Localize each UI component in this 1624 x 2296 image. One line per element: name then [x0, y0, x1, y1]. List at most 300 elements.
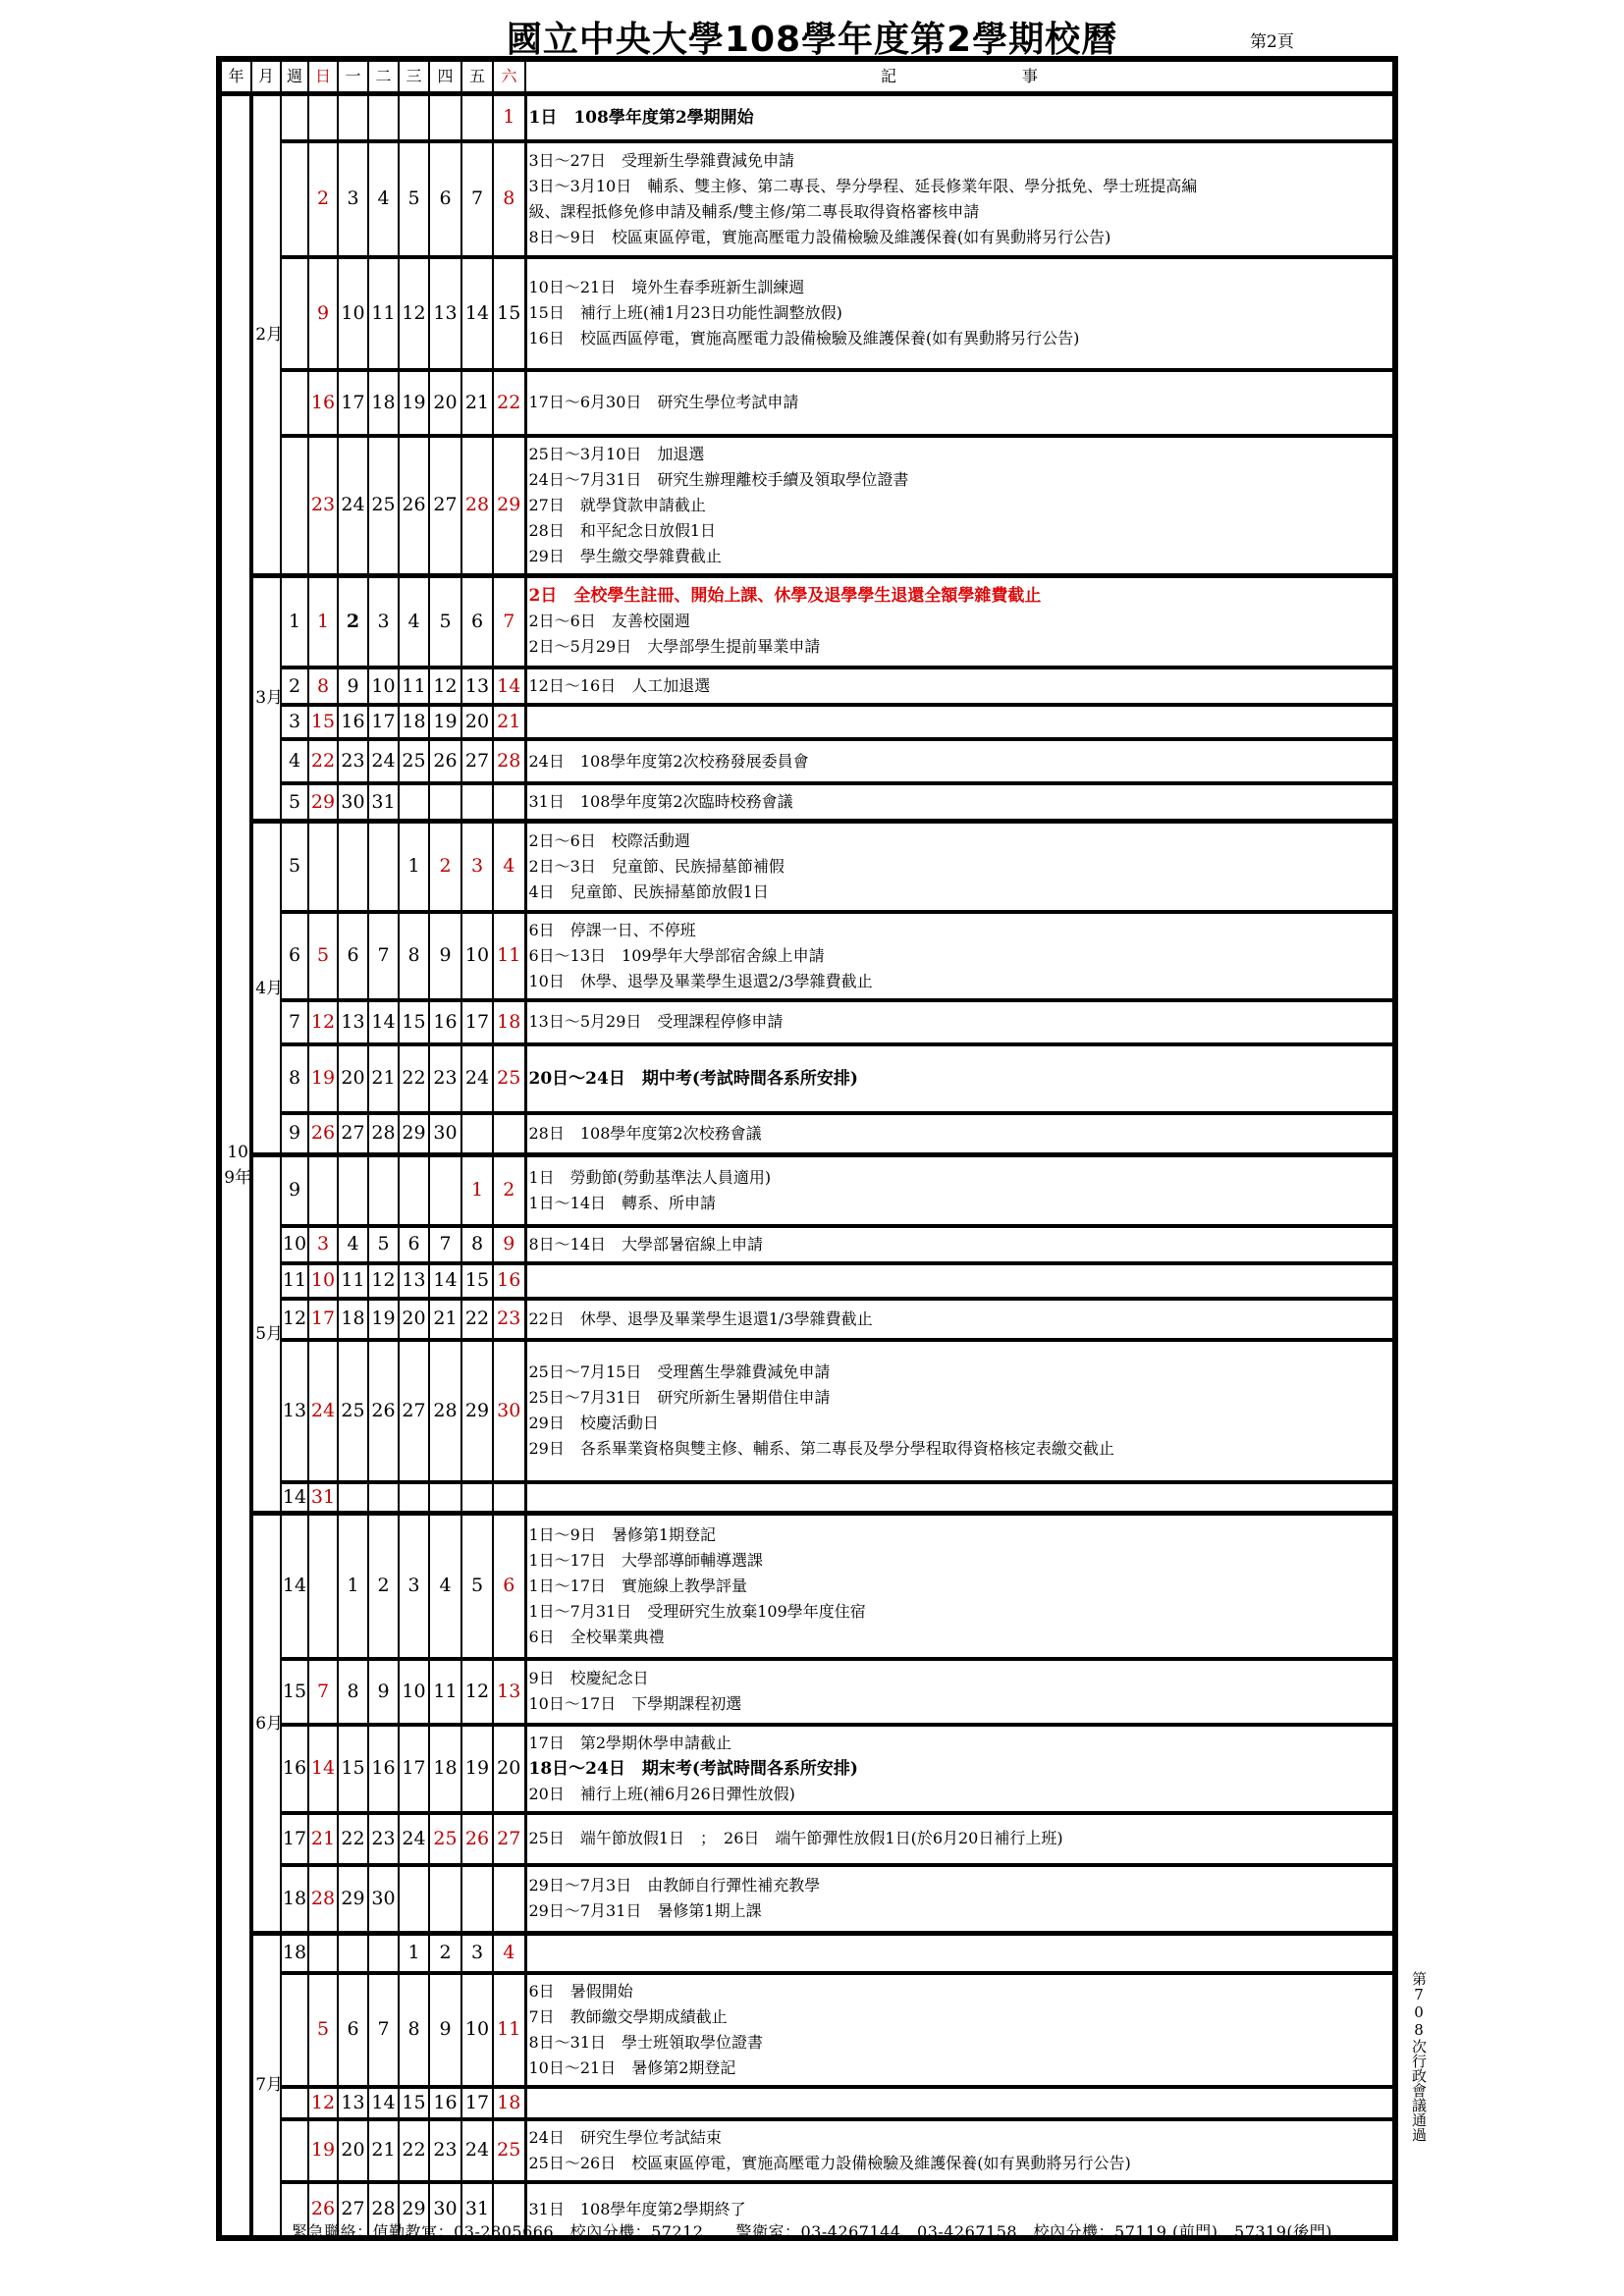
- event-item: 24日 研究生學位考試結束: [528, 2127, 722, 2147]
- event-item: 29日～7月31日 暑修第1期上課: [528, 1901, 762, 1921]
- event-item: 7日 教師繳交學期成績截止: [528, 2006, 728, 2026]
- day-cell: [493, 1113, 525, 1155]
- day-cell: 1: [461, 1155, 493, 1226]
- week-number: 18: [281, 1934, 308, 1973]
- week-number: [281, 257, 308, 370]
- day-cell: 8: [493, 141, 525, 257]
- events-cell: [525, 1044, 1395, 1113]
- day-cell: 21: [493, 705, 525, 739]
- day-cell: 20: [493, 1725, 525, 1813]
- day-cell: 12: [308, 2087, 338, 2119]
- day-cell: 15: [461, 1263, 493, 1299]
- events-cell: [525, 1299, 1395, 1340]
- day-cell: 25: [368, 436, 399, 576]
- week-row: [219, 667, 1395, 705]
- day-cell: 10: [399, 1659, 429, 1725]
- day-cell: [338, 822, 368, 912]
- day-cell: 8: [399, 912, 429, 1000]
- day-cell: 27: [338, 1113, 368, 1155]
- day-cell: 14: [493, 667, 525, 705]
- approval-note: 第708次行政會議通過: [1410, 1971, 1428, 2142]
- day-cell: 24: [399, 1813, 429, 1865]
- day-cell: 29: [338, 1865, 368, 1934]
- events-cell: [525, 705, 1395, 739]
- day-cell: 26: [308, 2182, 338, 2238]
- event-item: 9日 校慶紀念日: [528, 1669, 649, 1687]
- day-cell: 22: [338, 1813, 368, 1865]
- day-cell: 21: [429, 1299, 461, 1340]
- day-cell: 19: [429, 705, 461, 739]
- day-cell: 19: [461, 1725, 493, 1813]
- day-cell: 27: [399, 1340, 429, 1482]
- day-cell: [368, 94, 399, 141]
- event-item: 1日 勞動節(勞動基準法人員適用): [528, 1167, 772, 1187]
- event-item: 15日 補行上班(補1月23日功能性調整放假): [528, 303, 842, 322]
- day-cell: 22: [399, 2119, 429, 2182]
- week-number: 7: [281, 1000, 308, 1044]
- day-cell: 6: [461, 575, 493, 667]
- day-cell: 5: [368, 1226, 399, 1263]
- header-month: 月: [251, 59, 281, 94]
- day-cell: 1: [399, 1934, 429, 1973]
- day-cell: 4: [493, 822, 525, 912]
- day-cell: 3: [368, 575, 399, 667]
- day-cell: [429, 1482, 461, 1514]
- header-week: 週: [281, 59, 308, 94]
- events-cell: [525, 1973, 1395, 2087]
- event-item: 1日～17日 大學部導師輔導選課: [528, 1550, 764, 1570]
- day-cell: 4: [493, 1934, 525, 1973]
- day-cell: 20: [338, 2119, 368, 2182]
- calendar-table: [216, 56, 1398, 2241]
- day-cell: 17: [368, 705, 399, 739]
- events-cell: [525, 1226, 1395, 1263]
- day-cell: 3: [461, 822, 493, 912]
- day-cell: 21: [461, 370, 493, 436]
- day-cell: 26: [399, 436, 429, 576]
- day-cell: 2: [493, 1155, 525, 1226]
- day-cell: [308, 1514, 338, 1659]
- day-cell: 2: [429, 822, 461, 912]
- event-item: 18日～24日 期末考(考試時間各系所安排): [528, 1758, 858, 1779]
- events-cell: [525, 1113, 1395, 1155]
- day-cell: 13: [338, 2087, 368, 2119]
- week-number: [281, 2119, 308, 2182]
- day-cell: 17: [399, 1725, 429, 1813]
- event-item: 1日～17日 實施線上教學評量: [528, 1575, 748, 1595]
- day-cell: [308, 94, 338, 141]
- week-row: [219, 1865, 1395, 1934]
- month-cell: [251, 1155, 284, 1514]
- emergency-contact-footer: 緊急聯絡：值勤教官：03-2805666，校內分機：57212 ，警衛室：03-4267144、03-4267158，校內分機：57119 (前門)、57319(後門): [292, 2222, 1332, 2241]
- day-cell: 5: [308, 1973, 338, 2087]
- day-cell: 12: [461, 1659, 493, 1725]
- day-cell: 10: [461, 912, 493, 1000]
- month-cell: [251, 1514, 284, 1934]
- day-cell: [461, 783, 493, 822]
- day-cell: 17: [308, 1299, 338, 1340]
- week-number: 16: [281, 1725, 308, 1813]
- day-cell: 15: [338, 1725, 368, 1813]
- event-item: 24日 108學年度第2次校務發展委員會: [528, 751, 809, 771]
- day-cell: 24: [338, 436, 368, 576]
- month-cell: [251, 1934, 284, 2238]
- day-cell: 11: [429, 1659, 461, 1725]
- day-cell: 3: [461, 1934, 493, 1973]
- header-thu: 四: [429, 59, 461, 94]
- event-item: 25日～7月31日 研究所新生暑期借住申請: [528, 1388, 831, 1407]
- event-item: 28日 和平紀念日放假1日: [528, 520, 717, 540]
- event-item: 1日 108學年度第2學期開始: [528, 107, 754, 128]
- day-cell: 12: [308, 1000, 338, 1044]
- day-cell: 2: [429, 1934, 461, 1973]
- day-cell: 23: [368, 1813, 399, 1865]
- day-cell: [429, 94, 461, 141]
- events-cell: [525, 912, 1395, 1000]
- week-number: 4: [281, 739, 308, 783]
- day-cell: 6: [399, 1226, 429, 1263]
- events-cell: [525, 1340, 1395, 1482]
- events-cell: [525, 783, 1395, 822]
- week-number: 6: [281, 912, 308, 1000]
- events-cell: [525, 141, 1395, 257]
- day-cell: 5: [399, 141, 429, 257]
- event-item: 25日～26日 校區東區停電，實施高壓電力設備檢驗及維護保養(如有異動將另行公告): [528, 2153, 1131, 2172]
- header-tue: 二: [368, 59, 399, 94]
- event-item: 25日～3月10日 加退選: [528, 444, 705, 463]
- day-cell: 13: [493, 1659, 525, 1725]
- event-item: 16日 校區西區停電，實施高壓電力設備檢驗及維護保養(如有異動將另行公告): [528, 329, 1080, 347]
- week-row: [219, 1813, 1395, 1865]
- day-cell: 11: [338, 1263, 368, 1299]
- week-number: 12: [281, 1299, 308, 1340]
- events-cell: [525, 1514, 1395, 1659]
- day-cell: 29: [399, 2182, 429, 2238]
- event-item: 級、課程抵修免修申請及輔系/雙主修/第二專長取得資格審核申請: [528, 201, 980, 221]
- day-cell: 6: [338, 912, 368, 1000]
- week-row: [219, 1113, 1395, 1155]
- day-cell: 1: [399, 822, 429, 912]
- event-item: 29日 校慶活動日: [528, 1414, 659, 1432]
- day-cell: [429, 1155, 461, 1226]
- events-cell: [525, 436, 1395, 576]
- event-item: 25日～7月15日 受理舊生學雜費減免申請: [528, 1362, 831, 1381]
- day-cell: [493, 1865, 525, 1934]
- day-cell: 7: [368, 1973, 399, 2087]
- day-cell: 19: [308, 1044, 338, 1113]
- day-cell: [461, 1113, 493, 1155]
- day-cell: 4: [429, 1514, 461, 1659]
- day-cell: 14: [368, 1000, 399, 1044]
- event-item: 12日～16日 人工加退選: [528, 676, 711, 695]
- day-cell: 31: [461, 2182, 493, 2238]
- week-number: 9: [281, 1155, 308, 1226]
- event-item: 6日 暑假開始: [528, 1981, 633, 2001]
- day-cell: 16: [368, 1725, 399, 1813]
- day-cell: 18: [493, 2087, 525, 2119]
- day-cell: [368, 1934, 399, 1973]
- day-cell: [429, 783, 461, 822]
- day-cell: 17: [461, 1000, 493, 1044]
- day-cell: 28: [368, 1113, 399, 1155]
- week-number: 10: [281, 1226, 308, 1263]
- day-cell: 3: [308, 1226, 338, 1263]
- week-row: [219, 370, 1395, 436]
- event-item: 2日～6日 友善校園週: [528, 612, 690, 631]
- week-row: [219, 1263, 1395, 1299]
- event-item: 20日 補行上班(補6月26日彈性放假): [528, 1784, 795, 1803]
- day-cell: [308, 1155, 338, 1226]
- week-row: [219, 1044, 1395, 1113]
- day-cell: 30: [493, 1340, 525, 1482]
- day-cell: 23: [429, 2119, 461, 2182]
- event-item: 10日～21日 暑修第2期登記: [528, 2057, 736, 2077]
- event-item: 22日 休學、退學及畢業學生退還1/3學雜費截止: [528, 1308, 873, 1328]
- page-number: 第2頁: [1250, 32, 1294, 52]
- month-label: 3月: [255, 688, 284, 709]
- week-row: [219, 575, 1395, 667]
- event-item: 17日～6月30日 研究生學位考試申請: [528, 393, 799, 411]
- month-label: 5月: [255, 1324, 284, 1344]
- event-item: 31日 108學年度第2次臨時校務會議: [528, 792, 793, 811]
- events-cell: [525, 1263, 1395, 1299]
- week-row: [219, 1934, 1395, 1973]
- event-item: 8日～14日 大學部暑宿線上申請: [528, 1234, 764, 1254]
- events-cell: [525, 575, 1395, 667]
- day-cell: 16: [429, 1000, 461, 1044]
- day-cell: 11: [399, 667, 429, 705]
- week-row: [219, 739, 1395, 783]
- event-item: 13日～5月29日 受理課程停修申請: [528, 1012, 784, 1031]
- day-cell: 21: [368, 2119, 399, 2182]
- events-cell: [525, 1659, 1395, 1725]
- event-item: 2日～5月29日 大學部學生提前畢業申請: [528, 637, 821, 657]
- week-row: [219, 822, 1395, 912]
- day-cell: 8: [338, 1659, 368, 1725]
- day-cell: 12: [399, 257, 429, 370]
- day-cell: [461, 94, 493, 141]
- day-cell: 22: [461, 1299, 493, 1340]
- week-row: [219, 1482, 1395, 1514]
- day-cell: [399, 1155, 429, 1226]
- day-cell: 5: [461, 1514, 493, 1659]
- day-cell: 29: [308, 783, 338, 822]
- day-cell: [399, 783, 429, 822]
- day-cell: 19: [308, 2119, 338, 2182]
- week-number: 8: [281, 1044, 308, 1113]
- day-cell: 2: [338, 575, 368, 667]
- day-cell: 3: [338, 141, 368, 257]
- day-cell: [493, 1482, 525, 1514]
- event-item: 27日 就學貸款申請截止: [528, 495, 706, 514]
- day-cell: 18: [368, 370, 399, 436]
- events-cell: [525, 1725, 1395, 1813]
- day-cell: 11: [493, 912, 525, 1000]
- day-cell: 16: [493, 1263, 525, 1299]
- event-item: 29日 學生繳交學雜費截止: [528, 546, 722, 565]
- day-cell: 20: [399, 1299, 429, 1340]
- events-cell: [525, 370, 1395, 436]
- week-row: [219, 1659, 1395, 1725]
- day-cell: 25: [429, 1813, 461, 1865]
- event-item: 29日 各系畢業資格與雙主修、輔系、第二專長及學分學程取得資格核定表繳交截止: [528, 1439, 1114, 1458]
- day-cell: 25: [493, 1044, 525, 1113]
- day-cell: 9: [493, 1226, 525, 1263]
- day-cell: 13: [399, 1263, 429, 1299]
- events-cell: [525, 2119, 1395, 2182]
- week-row: [219, 912, 1395, 1000]
- events-cell: [525, 739, 1395, 783]
- year-label: 109年: [224, 1143, 252, 1189]
- day-cell: 15: [399, 2087, 429, 2119]
- page-title: 國立中央大學108學年度第2學期校曆: [506, 20, 1118, 60]
- week-row: [219, 257, 1395, 370]
- month-cell: [251, 94, 284, 576]
- event-item: 2日～6日 校際活動週: [528, 830, 690, 850]
- week-number: 17: [281, 1813, 308, 1865]
- day-cell: 19: [368, 1299, 399, 1340]
- week-row: [219, 1000, 1395, 1044]
- week-number: 11: [281, 1263, 308, 1299]
- day-cell: 22: [399, 1044, 429, 1113]
- day-cell: 23: [338, 739, 368, 783]
- day-cell: 1: [308, 575, 338, 667]
- month-cell: [251, 575, 284, 822]
- day-cell: 18: [338, 1299, 368, 1340]
- day-cell: 14: [429, 1263, 461, 1299]
- event-item: 3日～27日 受理新生學雜費減免申請: [528, 150, 795, 170]
- day-cell: 9: [338, 667, 368, 705]
- day-cell: 10: [461, 1973, 493, 2087]
- day-cell: 9: [429, 912, 461, 1000]
- day-cell: 25: [493, 2119, 525, 2182]
- day-cell: 18: [429, 1725, 461, 1813]
- day-cell: 9: [308, 257, 338, 370]
- day-cell: 6: [493, 1514, 525, 1659]
- day-cell: 13: [429, 257, 461, 370]
- week-number: 9: [281, 1113, 308, 1155]
- event-item: 10日～17日 下學期課程初選: [528, 1694, 742, 1713]
- events-cell: [525, 1155, 1395, 1226]
- day-cell: 24: [368, 739, 399, 783]
- day-cell: 30: [338, 783, 368, 822]
- week-number: 2: [281, 667, 308, 705]
- header-sat: 六: [493, 59, 525, 94]
- day-cell: 7: [461, 141, 493, 257]
- day-cell: 28: [493, 739, 525, 783]
- day-cell: 13: [338, 1000, 368, 1044]
- week-number: 18: [281, 1865, 308, 1934]
- day-cell: 18: [493, 1000, 525, 1044]
- day-cell: 28: [461, 436, 493, 576]
- week-number: 1: [281, 575, 308, 667]
- header-wed: 三: [399, 59, 429, 94]
- event-item: 28日 108學年度第2次校務會議: [528, 1123, 762, 1143]
- day-cell: 17: [338, 370, 368, 436]
- header-fri: 五: [461, 59, 493, 94]
- day-cell: 16: [308, 370, 338, 436]
- day-cell: 27: [338, 2182, 368, 2238]
- event-item: 2日～3日 兒童節、民族掃墓節補假: [528, 856, 785, 876]
- day-cell: 23: [493, 1299, 525, 1340]
- day-cell: 1: [338, 1514, 368, 1659]
- header-sun: 日: [308, 59, 338, 94]
- day-cell: [338, 1482, 368, 1514]
- week-number: 3: [281, 705, 308, 739]
- day-cell: 20: [461, 705, 493, 739]
- day-cell: 7: [368, 912, 399, 1000]
- day-cell: 23: [308, 436, 338, 576]
- month-label: 4月: [255, 978, 284, 998]
- week-number: [281, 141, 308, 257]
- events-cell: [525, 1865, 1395, 1934]
- day-cell: [429, 1865, 461, 1934]
- day-cell: [368, 822, 399, 912]
- week-row: [219, 1155, 1395, 1226]
- week-row: [219, 783, 1395, 822]
- day-cell: 10: [338, 257, 368, 370]
- events-cell: [525, 1482, 1395, 1514]
- day-cell: [308, 1934, 338, 1973]
- day-cell: 25: [399, 739, 429, 783]
- day-cell: 21: [308, 1813, 338, 1865]
- event-item: 1日～7月31日 受理研究生放棄109學年度住宿: [528, 1601, 866, 1621]
- day-cell: 27: [429, 436, 461, 576]
- day-cell: 4: [338, 1226, 368, 1263]
- month-label: 2月: [255, 324, 284, 345]
- event-item: 1日～9日 暑修第1期登記: [528, 1524, 717, 1544]
- day-cell: 10: [308, 1263, 338, 1299]
- day-cell: 20: [429, 370, 461, 436]
- day-cell: [493, 783, 525, 822]
- events-cell: [525, 1813, 1395, 1865]
- event-item: 6日 停課一日、不停班: [528, 920, 696, 939]
- day-cell: 6: [338, 1973, 368, 2087]
- header-year: 年: [219, 59, 251, 94]
- month-label: 7月: [255, 2075, 284, 2096]
- week-row: [219, 1340, 1395, 1482]
- day-cell: 6: [429, 141, 461, 257]
- event-item: 6日～13日 109學年大學部宿舍線上申請: [528, 945, 825, 965]
- day-cell: 17: [461, 2087, 493, 2119]
- month-cell: [251, 822, 284, 1155]
- event-item: 20日～24日 期中考(考試時間各系所安排): [528, 1068, 858, 1089]
- day-cell: 15: [399, 1000, 429, 1044]
- week-number: 5: [281, 783, 308, 822]
- events-cell: [525, 94, 1395, 141]
- day-cell: [338, 1934, 368, 1973]
- day-cell: 30: [429, 2182, 461, 2238]
- header-mon: 一: [338, 59, 368, 94]
- day-cell: 29: [493, 436, 525, 576]
- week-row: [219, 705, 1395, 739]
- day-cell: 28: [308, 1865, 338, 1934]
- day-cell: 12: [429, 667, 461, 705]
- events-cell: [525, 2087, 1395, 2119]
- week-row: [219, 1226, 1395, 1263]
- day-cell: [399, 1865, 429, 1934]
- event-item: 25日 端午節放假1日 ； 26日 端午節彈性放假1日(於6月20日補行上班): [528, 1829, 1063, 1847]
- day-cell: 8: [399, 1973, 429, 2087]
- day-cell: 3: [399, 1514, 429, 1659]
- day-cell: [338, 94, 368, 141]
- day-cell: 26: [368, 1340, 399, 1482]
- day-cell: [368, 1482, 399, 1514]
- week-number: 13: [281, 1340, 308, 1482]
- events-cell: [525, 822, 1395, 912]
- event-item: 10日 休學、退學及畢業學生退還2/3學雜費截止: [528, 971, 873, 990]
- event-item: 8日～31日 學士班領取學位證書: [528, 2032, 764, 2052]
